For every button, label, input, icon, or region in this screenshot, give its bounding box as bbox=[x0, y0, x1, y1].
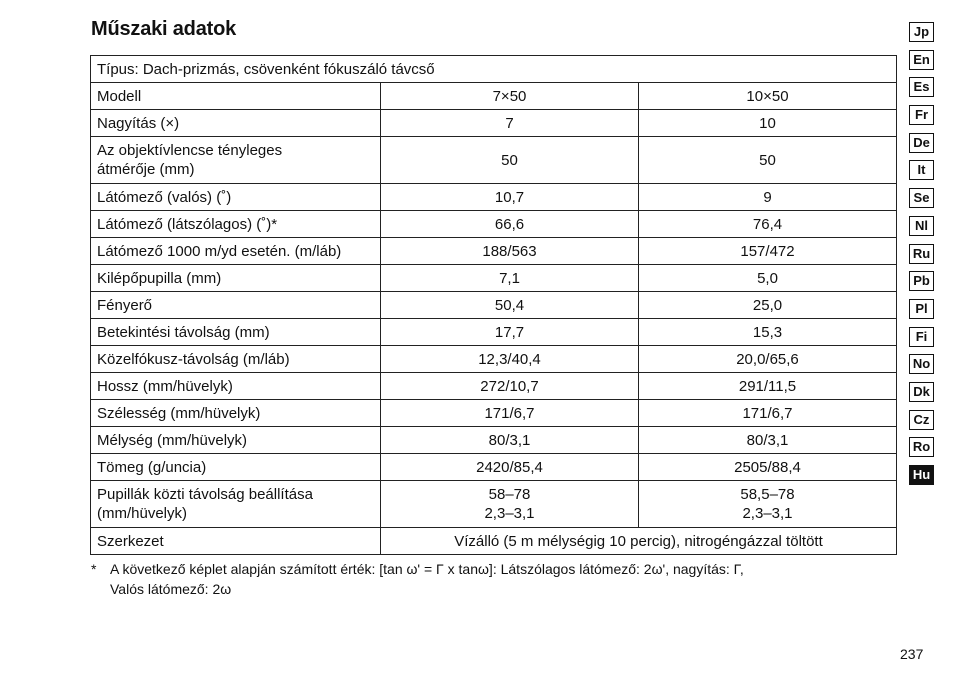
row-label-line: Pupillák közti távolság beállítása bbox=[97, 486, 313, 503]
language-tab-it[interactable]: It bbox=[909, 160, 934, 180]
table-row bbox=[91, 454, 897, 481]
row-label: Szerkezet bbox=[91, 528, 381, 555]
value-10x50: 76,4 bbox=[639, 211, 897, 238]
language-tab-fi[interactable]: Fi bbox=[909, 327, 934, 347]
specifications-table bbox=[90, 55, 897, 555]
value-10x50: 171/6,7 bbox=[639, 400, 897, 427]
value-7x50: 10,7 bbox=[381, 184, 639, 211]
language-tab-pb[interactable]: Pb bbox=[909, 271, 934, 291]
language-tab-fr[interactable]: Fr bbox=[909, 105, 934, 125]
value-7x50: 188/563 bbox=[381, 238, 639, 265]
value-line: 2,3–3,1 bbox=[742, 505, 793, 522]
table-row bbox=[91, 238, 897, 265]
table-row bbox=[91, 319, 897, 346]
table-row bbox=[91, 137, 897, 184]
value-10x50: 25,0 bbox=[639, 292, 897, 319]
language-tab-es[interactable]: Es bbox=[909, 77, 934, 97]
table-row bbox=[91, 83, 897, 110]
value-10x50 bbox=[639, 481, 897, 528]
row-label: Mélység (mm/hüvelyk) bbox=[91, 427, 381, 454]
value-7x50: 50,4 bbox=[381, 292, 639, 319]
value-7x50 bbox=[381, 481, 639, 528]
row-label bbox=[91, 137, 381, 184]
merged-value: Vízálló (5 m mélységig 10 percig), nitrogéngázzal töltött bbox=[381, 528, 897, 555]
value-7x50: 17,7 bbox=[381, 319, 639, 346]
value-line: 2,3–3,1 bbox=[484, 505, 535, 522]
table-row bbox=[91, 427, 897, 454]
value-7x50: 12,3/40,4 bbox=[381, 346, 639, 373]
language-tab-dk[interactable]: Dk bbox=[909, 382, 934, 402]
table-row bbox=[91, 211, 897, 238]
value-10x50: 15,3 bbox=[639, 319, 897, 346]
table-row bbox=[91, 400, 897, 427]
table-row bbox=[91, 528, 897, 555]
row-label: Szélesség (mm/hüvelyk) bbox=[91, 400, 381, 427]
language-tab-se[interactable]: Se bbox=[909, 188, 934, 208]
value-7x50: 171/6,7 bbox=[381, 400, 639, 427]
type-cell: Típus: Dach-prizmás, csövenként fókuszáló távcső bbox=[91, 56, 897, 83]
table-row bbox=[91, 346, 897, 373]
row-label: Közelfókusz-távolság (m/láb) bbox=[91, 346, 381, 373]
row-label: Látómező (látszólagos) (˚)* bbox=[91, 211, 381, 238]
table-row-type bbox=[91, 56, 897, 83]
table-row bbox=[91, 184, 897, 211]
value-7x50: 66,6 bbox=[381, 211, 639, 238]
language-tab-cz[interactable]: Cz bbox=[909, 410, 934, 430]
table-row bbox=[91, 373, 897, 400]
language-tab-ro[interactable]: Ro bbox=[909, 437, 934, 457]
value-7x50: 7,1 bbox=[381, 265, 639, 292]
value-7x50: 2420/85,4 bbox=[381, 454, 639, 481]
value-7x50: 272/10,7 bbox=[381, 373, 639, 400]
value-10x50: 2505/88,4 bbox=[639, 454, 897, 481]
row-label: Fényerő bbox=[91, 292, 381, 319]
value-line: 58–78 bbox=[488, 486, 531, 503]
row-label-line: átmérője (mm) bbox=[97, 161, 195, 178]
value-10x50: 5,0 bbox=[639, 265, 897, 292]
row-label: Látómező 1000 m/yd esetén. (m/láb) bbox=[91, 238, 381, 265]
table-row bbox=[91, 292, 897, 319]
value-10x50: 80/3,1 bbox=[639, 427, 897, 454]
value-10x50: 20,0/65,6 bbox=[639, 346, 897, 373]
value-line: 58,5–78 bbox=[740, 486, 795, 503]
language-tab-no[interactable]: No bbox=[909, 354, 934, 374]
footnote-mark: * bbox=[91, 561, 97, 577]
footnote bbox=[91, 559, 851, 599]
value-7x50: 7×50 bbox=[381, 83, 639, 110]
value-10x50: 10×50 bbox=[639, 83, 897, 110]
table-row bbox=[91, 481, 897, 528]
row-label-line: Az objektívlencse tényleges bbox=[97, 142, 283, 159]
page-number: 237 bbox=[900, 646, 924, 662]
language-tab-ru[interactable]: Ru bbox=[909, 244, 934, 264]
language-tab-de[interactable]: De bbox=[909, 133, 934, 153]
value-10x50: 291/11,5 bbox=[639, 373, 897, 400]
row-label: Látómező (valós) (˚) bbox=[91, 184, 381, 211]
row-label: Hossz (mm/hüvelyk) bbox=[91, 373, 381, 400]
table-row bbox=[91, 110, 897, 137]
value-7x50: 80/3,1 bbox=[381, 427, 639, 454]
language-tab-en[interactable]: En bbox=[909, 50, 934, 70]
value-10x50: 9 bbox=[639, 184, 897, 211]
language-tab-jp[interactable]: Jp bbox=[909, 22, 934, 42]
row-label: Tömeg (g/uncia) bbox=[91, 454, 381, 481]
table-row bbox=[91, 265, 897, 292]
row-label: Nagyítás (×) bbox=[91, 110, 381, 137]
value-7x50: 50 bbox=[381, 137, 639, 184]
row-label: Kilépőpupilla (mm) bbox=[91, 265, 381, 292]
language-tabs bbox=[909, 22, 935, 493]
language-tab-nl[interactable]: Nl bbox=[909, 216, 934, 236]
value-10x50: 10 bbox=[639, 110, 897, 137]
value-7x50: 7 bbox=[381, 110, 639, 137]
footnote-line: Valós látómező: 2ω bbox=[110, 581, 232, 597]
row-label bbox=[91, 481, 381, 528]
value-10x50: 50 bbox=[639, 137, 897, 184]
row-label-line: (mm/hüvelyk) bbox=[97, 505, 188, 522]
language-tab-hu[interactable]: Hu bbox=[909, 465, 934, 485]
value-10x50: 157/472 bbox=[639, 238, 897, 265]
row-label: Modell bbox=[91, 83, 381, 110]
footnote-line: A következő képlet alapján számított érték: [tan ω' = Γ x tanω]: Látszólagos látómező: 2ω', nagyítás: Γ, bbox=[110, 561, 744, 577]
page-title: Műszaki adatok bbox=[91, 18, 237, 40]
row-label: Betekintési távolság (mm) bbox=[91, 319, 381, 346]
language-tab-pl[interactable]: Pl bbox=[909, 299, 934, 319]
